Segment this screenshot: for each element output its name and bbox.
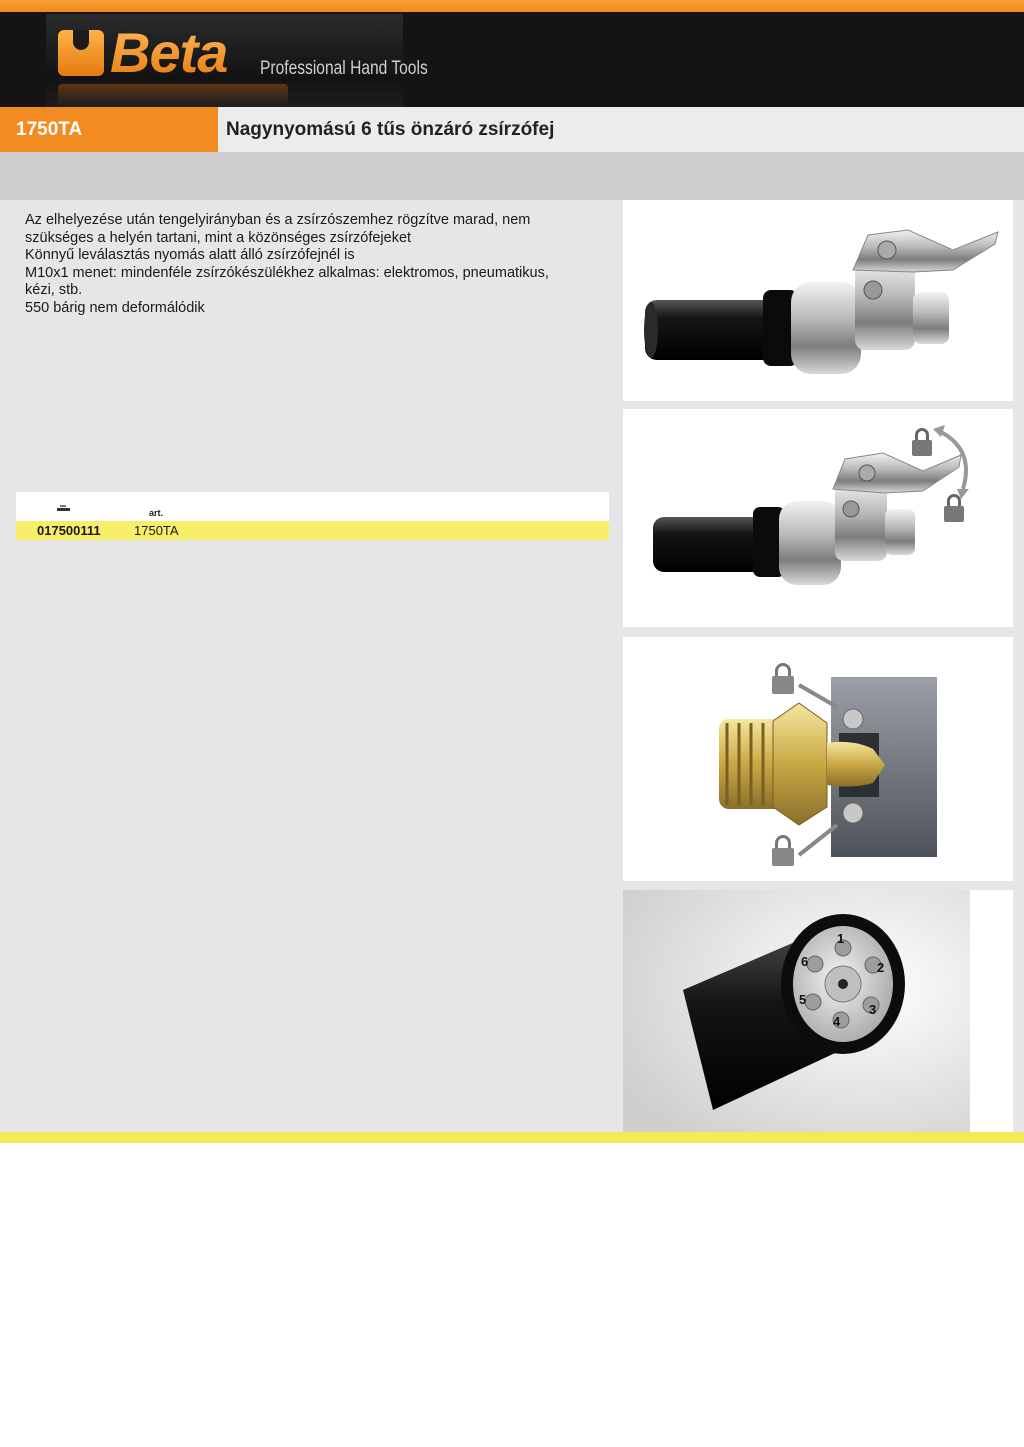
description-line: kézi, stb.: [25, 282, 83, 298]
pin-label: 6: [801, 954, 809, 969]
row-code: 017500111: [37, 523, 101, 538]
description-line: Az elhelyezése után tengelyirányban és a zsírzószemhez rögzítve marad, nem: [25, 212, 531, 228]
description-line: M10x1 menet: mindenféle zsírzókészülékhez alkalmas: elektromos, pneumatikus,: [25, 264, 549, 281]
description-line: 550 bárig nem deformálódik: [25, 299, 205, 316]
barcode-icon: [57, 505, 70, 511]
brand-logo: [46, 14, 428, 107]
lock-icon: [772, 835, 794, 866]
product-photo-side: [623, 200, 1013, 401]
pin-label: 3: [869, 1002, 877, 1017]
brand-tagline: Professional Hand Tools: [260, 58, 428, 79]
product-photo-pins: [623, 890, 1013, 1132]
table-row: [16, 521, 609, 540]
description-line: Könnyű leválasztás nyomás alatt álló zsírzófejnél is: [25, 247, 355, 263]
description-line: szükséges a helyén tartani, mint a közönséges zsírzófejeket: [25, 229, 412, 246]
product-title: Nagynyomású 6 tűs önzáró zsírzófej: [218, 107, 1024, 152]
lock-icon: [772, 663, 794, 694]
product-description: [25, 212, 605, 317]
row-art: 1750TA: [134, 523, 179, 538]
wrench-logo-icon: [58, 30, 104, 76]
header-art: art.: [149, 508, 164, 518]
brand-name: Beta: [110, 21, 228, 84]
product-photo-locking: [623, 409, 1013, 627]
pin-label: 4: [833, 1014, 841, 1029]
pin-label: 2: [877, 960, 885, 975]
lock-icon: [912, 428, 932, 456]
article-table: [16, 492, 609, 540]
pin-label: 1: [837, 931, 845, 946]
section-subbar: [0, 152, 1024, 200]
pin-label: 5: [799, 992, 807, 1007]
bottom-yellow-stripe: [0, 1132, 1024, 1143]
top-orange-stripe: [0, 0, 1024, 12]
table-header: [16, 492, 609, 521]
product-photo-cutaway: [623, 637, 1013, 881]
logo-reflection: [58, 84, 288, 106]
product-code-tab: 1750TA: [0, 107, 218, 152]
